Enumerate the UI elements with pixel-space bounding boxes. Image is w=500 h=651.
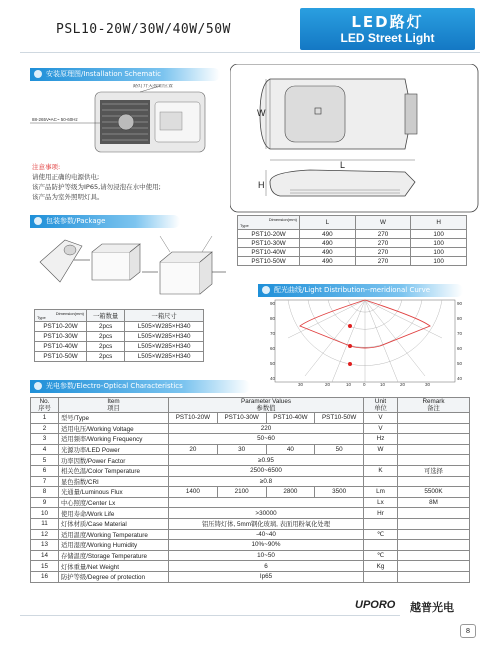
svg-text:50: 50 xyxy=(457,361,463,366)
package-col-size: 一箱尺寸 xyxy=(125,310,204,322)
svg-text:40: 40 xyxy=(457,376,463,381)
table-row: PST10-30W 490 270 100 xyxy=(238,239,467,248)
package-drawing xyxy=(30,232,230,304)
package-table xyxy=(34,309,204,362)
dimension-header-row xyxy=(238,216,467,230)
model-title: PSL10-20W/30W/40W/50W xyxy=(56,22,231,37)
section-bullet-icon xyxy=(34,217,42,225)
header-divider xyxy=(20,52,480,53)
footer-divider xyxy=(20,615,400,616)
package-col-qty: 一箱数量 xyxy=(87,310,125,322)
svg-text:80: 80 xyxy=(270,316,276,321)
dim-H-label: H xyxy=(258,180,265,190)
package-diagonal-cell: Dimension(mm) Type xyxy=(35,310,87,322)
eo-header-row: No. 序号 Item 项目 Parameter Values 参数值 Unit 单位 Remark 备注 xyxy=(31,398,470,413)
svg-text:50: 50 xyxy=(270,361,276,366)
notes-title: 注意事项: xyxy=(32,163,61,171)
svg-text:30: 30 xyxy=(425,382,431,386)
table-row: PST10-40W 2pcs L505×W285×H340 xyxy=(35,342,204,352)
svg-text:70: 70 xyxy=(457,331,463,336)
table-row: 16 防护等级/Degree of protection Ip65 xyxy=(31,571,470,582)
switch-position-label: 路灯开关按钮位置 xyxy=(133,84,174,89)
svg-text:80: 80 xyxy=(457,316,463,321)
table-row: 1 型号/Type PST10-20W PST10-30W PST10-40W PST10-50W V xyxy=(31,413,470,424)
svg-text:60: 60 xyxy=(270,346,276,351)
title-cn: LED路灯 xyxy=(351,13,424,31)
table-row: 8 光通量/Luminous Flux 1400 2100 2800 3500 Lm 5500K xyxy=(31,487,470,498)
svg-text:10: 10 xyxy=(346,382,352,386)
dimension-col-W: W xyxy=(355,216,411,230)
section-bullet-icon xyxy=(34,382,42,390)
dimension-col-H: H xyxy=(411,216,467,230)
installation-schematic xyxy=(30,84,210,159)
table-row: 5 功率因数/Power Factor ≥0.95 xyxy=(31,455,470,466)
table-row: PST10-50W 490 270 100 xyxy=(238,257,467,266)
table-row: 2 适用电压/Working Voltage 220 V xyxy=(31,423,470,434)
light-curve-heading: 配光曲线/Light Distribution--meridional Curve xyxy=(258,284,463,297)
table-row: 13 适用湿度/Working Humidity 10%~90% xyxy=(31,540,470,551)
svg-text:60: 60 xyxy=(457,346,463,351)
svg-text:20: 20 xyxy=(325,382,331,386)
dimension-drawing xyxy=(230,64,480,214)
voltage-label: 88-265V•AC~ 50-60Hz xyxy=(32,117,78,122)
svg-text:10: 10 xyxy=(380,382,386,386)
table-row: 14 存储温度/Storage Temperature 10~50 ℃ xyxy=(31,550,470,561)
table-row: PST10-20W 2pcs L505×W285×H340 xyxy=(35,322,204,332)
brand-name-cn: 越普光电 xyxy=(410,601,454,614)
dim-L-label: L xyxy=(340,160,346,170)
table-row: 4 光源功率/LED Power 20 30 40 50 W xyxy=(31,444,470,455)
table-row: 10 使用寿命/Work Life >30000 Hr xyxy=(31,508,470,519)
install-heading: 安装原理图/Installation Schematic xyxy=(30,68,220,81)
light-distribution-polar-chart xyxy=(270,298,470,386)
title-en: LED Street Light xyxy=(340,31,435,45)
brand-logo: UPORO xyxy=(355,599,396,611)
note-3: 该产品为室外照明灯具。 xyxy=(32,193,104,201)
svg-text:20: 20 xyxy=(400,382,406,386)
svg-text:40: 40 xyxy=(270,376,276,381)
svg-text:30: 30 xyxy=(298,382,304,386)
dim-W-label: W xyxy=(257,108,266,118)
electro-optical-table xyxy=(30,397,470,583)
table-row: 15 灯体重量/Net Weight 6 Kg xyxy=(31,561,470,572)
section-bullet-icon xyxy=(262,286,270,294)
table-row: 12 适用温度/Working Temperature -40~40 ℃ xyxy=(31,529,470,540)
table-row: 6 相关色温/Color Temperature 2500~6500 K 可选择 xyxy=(31,465,470,476)
table-row: PST10-40W 490 270 100 xyxy=(238,248,467,257)
table-row: 9 中心照度/Center Lx Lx 8M xyxy=(31,497,470,508)
table-row: 11 灯体材质/Case Material 铝压铸灯体, 5mm钢化玻璃, 表面用粉氧化处理 xyxy=(31,518,470,529)
svg-text:70: 70 xyxy=(270,331,276,336)
table-row: PST10-50W 2pcs L505×W285×H340 xyxy=(35,352,204,362)
table-row: 3 适用频率/Working Frequency 50~60 Hz xyxy=(31,434,470,445)
note-1: 请使用正确的电源供电; xyxy=(32,173,100,181)
section-bullet-icon xyxy=(34,70,42,78)
package-heading: 包装参数/Package xyxy=(30,215,180,228)
package-header-row xyxy=(35,310,204,322)
electro-optical-heading: 光电参数/Electro-Optical Characteristics xyxy=(30,380,250,393)
svg-text:90: 90 xyxy=(457,301,463,306)
dimension-diagonal-cell: Dimension(mm) Type xyxy=(238,216,300,230)
svg-text:0: 0 xyxy=(363,382,366,386)
table-row: 7 显色指数/CRI ≥0.8 xyxy=(31,476,470,487)
dimension-table xyxy=(237,215,467,266)
dimension-col-L: L xyxy=(300,216,356,230)
note-2: 该产品防护等级为IP65,请勿浸泡在水中使用; xyxy=(32,183,161,191)
svg-text:90: 90 xyxy=(270,301,276,306)
table-row: PST10-20W 490 270 100 xyxy=(238,230,467,239)
page-number: 8 xyxy=(460,624,476,638)
table-row: PST10-30W 2pcs L505×W285×H340 xyxy=(35,332,204,342)
